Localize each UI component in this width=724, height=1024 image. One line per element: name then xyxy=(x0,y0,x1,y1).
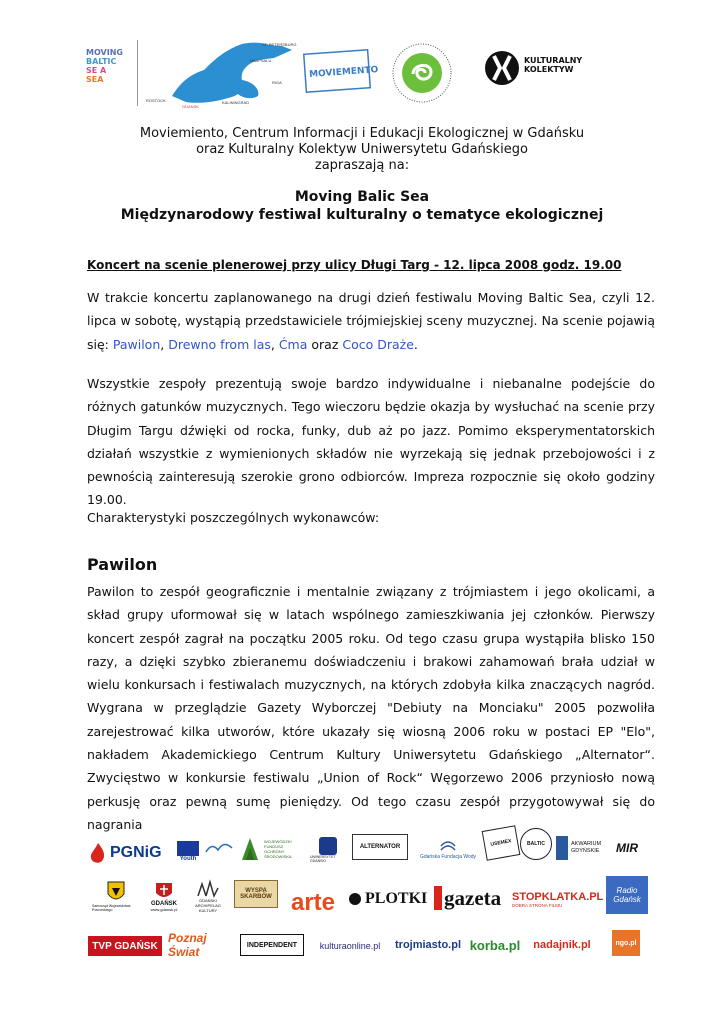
trojmiasto-logo xyxy=(396,932,460,958)
tvp-text: TVP GDAŃSK xyxy=(92,940,158,952)
korba-logo xyxy=(464,932,526,958)
map-label: RIGA xyxy=(272,80,282,85)
intro-line-2: oraz Kulturalny Kolektyw Uniwersytetu Gdańskiego xyxy=(196,142,528,157)
usemex-text: USEMEX xyxy=(490,838,512,848)
intro-line-3: zapraszają na: xyxy=(314,158,410,173)
radio-text: Radio Gdańsk xyxy=(613,886,641,904)
samorzad-logo xyxy=(92,876,140,916)
kulturaonline-logo xyxy=(310,934,390,958)
logo-text: KULTURALNY xyxy=(524,56,583,65)
header-logos xyxy=(86,40,646,110)
separator: , xyxy=(160,336,169,352)
pgnig-logo xyxy=(88,840,168,866)
band-link-drewno[interactable]: Drewno from las xyxy=(168,336,271,352)
intro-line-1: Moviemiento, Centrum Informacji i Edukacji Ekologicznej w Gdańsku xyxy=(139,126,585,141)
arte-text: arte xyxy=(290,889,336,916)
trojmiasto-text: trojmiasto.pl xyxy=(395,939,462,951)
paragraph-4: Pawilon to zespół geograficznie i mentalnie związany z trójmiastem i jego okolicami, a skład grupy uformował się w latach wspólnego zamieszkiwania jej członków. Pierwszy koncert zespół zagrał na początku 2005 roku. Od tego czasu grupa wystąpiła blisko 150 razy, a dzięki szybko zbieranemu doświadczeniu i brakowi zahamowań brała udział w wielu konkursach i festiwalach muzycznych, na których zdobyła kilka znaczących nagród. Wygrana w przeglądzie Gazety Wyborczej "Debiuty na Monciaku" 2005 pozwoliła zarejestrować kilka utworów, które ukazały się wiosną 2006 roku w postaci EP "Elo", nakładem Akademickiego Centrum Kultury Uniwersytetu Gdańskiego „Alternator“. Zwycięstwo w konkursie festiwalu „Union of Rock“ Węgorzewo 2006 przyniosło nową perkusję oraz pewną sumę pieniędzy. Od tego czasu zespół przygotowywał się do nagrania xyxy=(87,584,655,832)
fundacja-wody-logo xyxy=(414,832,482,866)
logo-text: MOVING xyxy=(86,48,123,57)
gazeta-logo xyxy=(434,882,508,914)
separator: . xyxy=(413,336,418,352)
wyspa-skarbow-logo xyxy=(234,880,278,908)
concert-heading: Koncert na scenie plenerowej przy ulicy Długi Targ - 12. lipca 2008 godz. 19.00 xyxy=(87,258,622,272)
gdansk-logo xyxy=(144,876,184,916)
paragraph-1 xyxy=(87,286,655,356)
mir-logo xyxy=(616,834,650,862)
akwarium-text: AKWARIUM GDYŃSKIE xyxy=(571,841,602,854)
logo-text: BALTIC xyxy=(86,57,117,66)
logo-text: KOLEKTYW xyxy=(524,65,574,74)
map-label: ROSTOCK xyxy=(146,98,166,103)
separator: oraz xyxy=(307,336,343,352)
independent-logo xyxy=(240,934,304,956)
independent-text: INDEPENDENT xyxy=(246,941,298,949)
baltic-logo xyxy=(520,828,552,860)
kulturaonline-text: kulturaonline.pl xyxy=(319,941,381,951)
event-subtitle: Międzynarodowy festiwal kulturalny o tematyce ekologicznej xyxy=(120,207,604,223)
akwarium-logo xyxy=(556,834,612,862)
wfos-text: WOJEWÓDZKI FUNDUSZ OCHRONY ŚRODOWISKA xyxy=(264,839,292,859)
mir-text: MIR xyxy=(616,841,638,855)
nadajnik-logo xyxy=(532,932,592,958)
arte-logo xyxy=(282,888,344,918)
logo-text: SEA xyxy=(86,75,104,84)
samorzad-text: Samorząd Województwa Pomorskiego xyxy=(92,904,131,912)
tvp-gdansk-logo xyxy=(88,936,162,956)
map-label: KALININGRAD xyxy=(222,100,250,105)
plotki-logo xyxy=(348,884,430,914)
band-link-coco-draze[interactable]: Coco Draże xyxy=(342,336,414,352)
moving-baltic-sea-logo xyxy=(86,48,134,106)
paragraph-2: Wszystkie zespoły prezentują swoje bardzo indywidualne i niebanalne podejście do różnych gatunków muzycznych. Tego wieczoru będzie okazja by wysłuchać na scenie przy Długim Targu dźwięki od rocka, funky, dub aż po jazz. Pomimo eksperymentatorskich działań wszystkie z wymienionych składów nie wyrzekają się jednak przebojowości i z pewnością zainteresują szerokie grono odbiorców. Impreza rozpocznie się około godziny 19.00. xyxy=(87,376,655,508)
archipelag-logo xyxy=(188,876,228,916)
stopklatka-logo xyxy=(512,884,602,914)
map-label: GDANSK xyxy=(182,104,199,109)
stopklatka-text: STOPKLATKA.PL xyxy=(512,890,604,903)
fundacja-text: Gdańska Fundacja Wody xyxy=(419,854,477,860)
wyspa-text: WYSPA SKARBÓW xyxy=(240,888,272,900)
map-label: HAAPSALU xyxy=(250,58,272,63)
radio-gdansk-logo xyxy=(606,876,648,914)
map-label: ST. PETERSBURG xyxy=(262,42,297,47)
kulturalny-kolektyw-logo xyxy=(484,48,594,92)
band-link-pawilon[interactable]: Pawilon xyxy=(112,336,161,352)
poznaj-swiat-logo xyxy=(168,932,232,958)
stopklatka-sub: DOBRA STRONA FILMU xyxy=(512,902,563,908)
korba-text: korba.pl xyxy=(469,937,521,953)
logo-text: SE A xyxy=(86,66,107,75)
baltic-map xyxy=(142,40,302,110)
eu-youth-logo xyxy=(174,836,202,866)
usemex-logo xyxy=(482,825,521,860)
band-link-cma[interactable]: Ćma xyxy=(278,336,308,352)
separator: , xyxy=(270,336,279,352)
pgnig-text: PGNiG xyxy=(110,844,162,861)
nadajnik-text: nadajnik.pl xyxy=(533,939,591,951)
movimento-logo xyxy=(303,48,379,94)
event-title: Moving Balic Sea xyxy=(294,189,430,205)
gdansk-text: GDAŃSK xyxy=(150,900,177,907)
ug-text: UNIWERSYTET GDAŃSKI xyxy=(310,855,336,863)
alternator-text: ALTERNATOR xyxy=(359,844,401,850)
wfos-logo xyxy=(238,834,308,864)
paragraph-3: Charakterystyki poszczególnych wykonawców: xyxy=(87,510,380,525)
ecology-centre-logo xyxy=(389,40,455,106)
youth-text: Youth xyxy=(179,855,197,862)
divider xyxy=(137,40,138,106)
birds-logo xyxy=(204,836,234,860)
poznaj-text: Poznaj Świat xyxy=(168,931,207,959)
ug-logo xyxy=(310,834,346,866)
alternator-logo xyxy=(352,834,408,860)
ngo-text: ngo.pl xyxy=(615,939,637,947)
plotki-text: PLOTKI xyxy=(365,890,428,907)
paragraph-text: W trakcie koncertu zaplanowanego na drugi dzień festiwalu Moving Baltic Sea, czyli 12. lipca w sobotę, wystąpią przedstawiciele trójmiejskiej sceny muzycznej. Na scenie pojawią się: xyxy=(87,290,655,352)
sponsor-logos xyxy=(88,826,648,986)
archipelag-text: GDAŃSKI ARCHIPELAG KULTURY xyxy=(195,897,221,913)
movimento-text: MOVIEMENTO xyxy=(308,65,379,80)
gdansk-url: www.gdansk.pl xyxy=(150,906,178,912)
baltic-text: BALTIC xyxy=(527,841,545,847)
ngo-logo xyxy=(612,930,640,956)
section-heading-pawilon: Pawilon xyxy=(87,555,158,574)
gazeta-text: gazeta xyxy=(444,885,502,910)
